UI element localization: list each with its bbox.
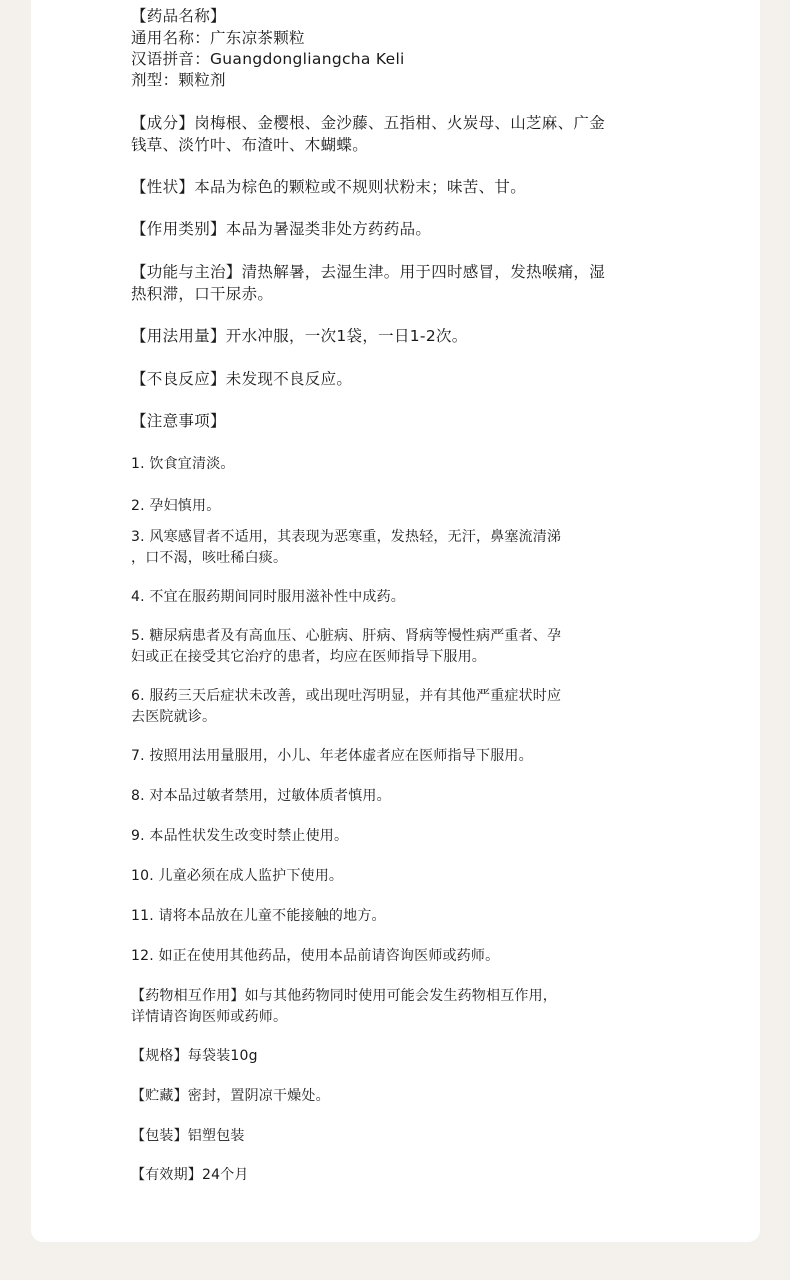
precaution-item-10: 10. 儿童必须在成人监护下使用。 <box>131 868 344 884</box>
indications-line-2: 热积滞，口干尿赤。 <box>131 285 274 303</box>
adverse-reactions: 【不良反应】未发现不良反应。 <box>131 370 353 388</box>
precaution-item-6-line-1: 6. 服药三天后症状未改善，或出现吐泻明显，并有其他严重症状时应 <box>131 688 562 704</box>
packaging: 【包装】铝塑包装 <box>131 1128 245 1144</box>
precaution-item-8: 8. 对本品过敏者禁用，过敏体质者慎用。 <box>131 788 391 804</box>
precaution-item-6-line-2: 去医院就诊。 <box>131 709 217 725</box>
pinyin-name: 汉语拼音：Guangdongliangcha Keli <box>131 50 405 68</box>
interactions-line-1: 【药物相互作用】如与其他药物同时使用可能会发生药物相互作用， <box>131 988 557 1004</box>
precaution-item-1: 1. 饮食宜清淡。 <box>131 456 235 472</box>
precaution-item-5-line-1: 5. 糖尿病患者及有高血压、心脏病、肝病、肾病等慢性病严重者、孕 <box>131 628 562 644</box>
precaution-item-3-line-2: ，口不渴，咳吐稀白痰。 <box>131 550 288 566</box>
indications-line-1: 【功能与主治】清热解暑，去湿生津。用于四时感冒，发热喉痛，湿 <box>131 263 606 281</box>
precaution-item-3-line-1: 3. 风寒感冒者不适用，其表现为恶寒重，发热轻，无汗，鼻塞流清涕 <box>131 529 562 545</box>
precaution-item-2: 2. 孕妇慎用。 <box>131 498 221 514</box>
shelf-life: 【有效期】24个月 <box>131 1167 249 1183</box>
precaution-item-11: 11. 请将本品放在儿童不能接触的地方。 <box>131 908 386 924</box>
precaution-item-12: 12. 如正在使用其他药品，使用本品前请咨询医师或药师。 <box>131 948 500 964</box>
specification: 【规格】每袋装10g <box>131 1048 258 1064</box>
drug-name-heading: 【药品名称】 <box>131 7 226 25</box>
precaution-item-9: 9. 本品性状发生改变时禁止使用。 <box>131 828 349 844</box>
precaution-item-5-line-2: 妇或正在接受其它治疗的患者，均应在医师指导下服用。 <box>131 649 486 665</box>
storage: 【贮藏】密封，置阴凉干燥处。 <box>131 1088 330 1104</box>
precautions-heading: 【注意事项】 <box>131 412 226 430</box>
interactions-line-2: 详情请咨询医师或药师。 <box>131 1009 288 1025</box>
ingredients-line-2: 钱草、淡竹叶、布渣叶、木蝴蝶。 <box>131 136 369 154</box>
appearance: 【性状】本品为棕色的颗粒或不规则状粉末；味苦、甘。 <box>131 178 527 196</box>
precaution-item-7: 7. 按照用法用量服用，小儿、年老体虚者应在医师指导下服用。 <box>131 748 533 764</box>
ingredients-line-1: 【成分】岗梅根、金樱根、金沙藤、五指柑、火炭母、山芝麻、广金 <box>131 114 606 132</box>
precaution-item-4: 4. 不宜在服药期间同时服用滋补性中成药。 <box>131 589 406 605</box>
common-name: 通用名称：广东凉茶颗粒 <box>131 29 305 47</box>
dosage: 【用法用量】开水冲服，一次1袋，一日1-2次。 <box>131 327 468 345</box>
category: 【作用类别】本品为暑湿类非处方药药品。 <box>131 220 432 238</box>
dosage-form: 剂型：颗粒剂 <box>131 71 226 89</box>
